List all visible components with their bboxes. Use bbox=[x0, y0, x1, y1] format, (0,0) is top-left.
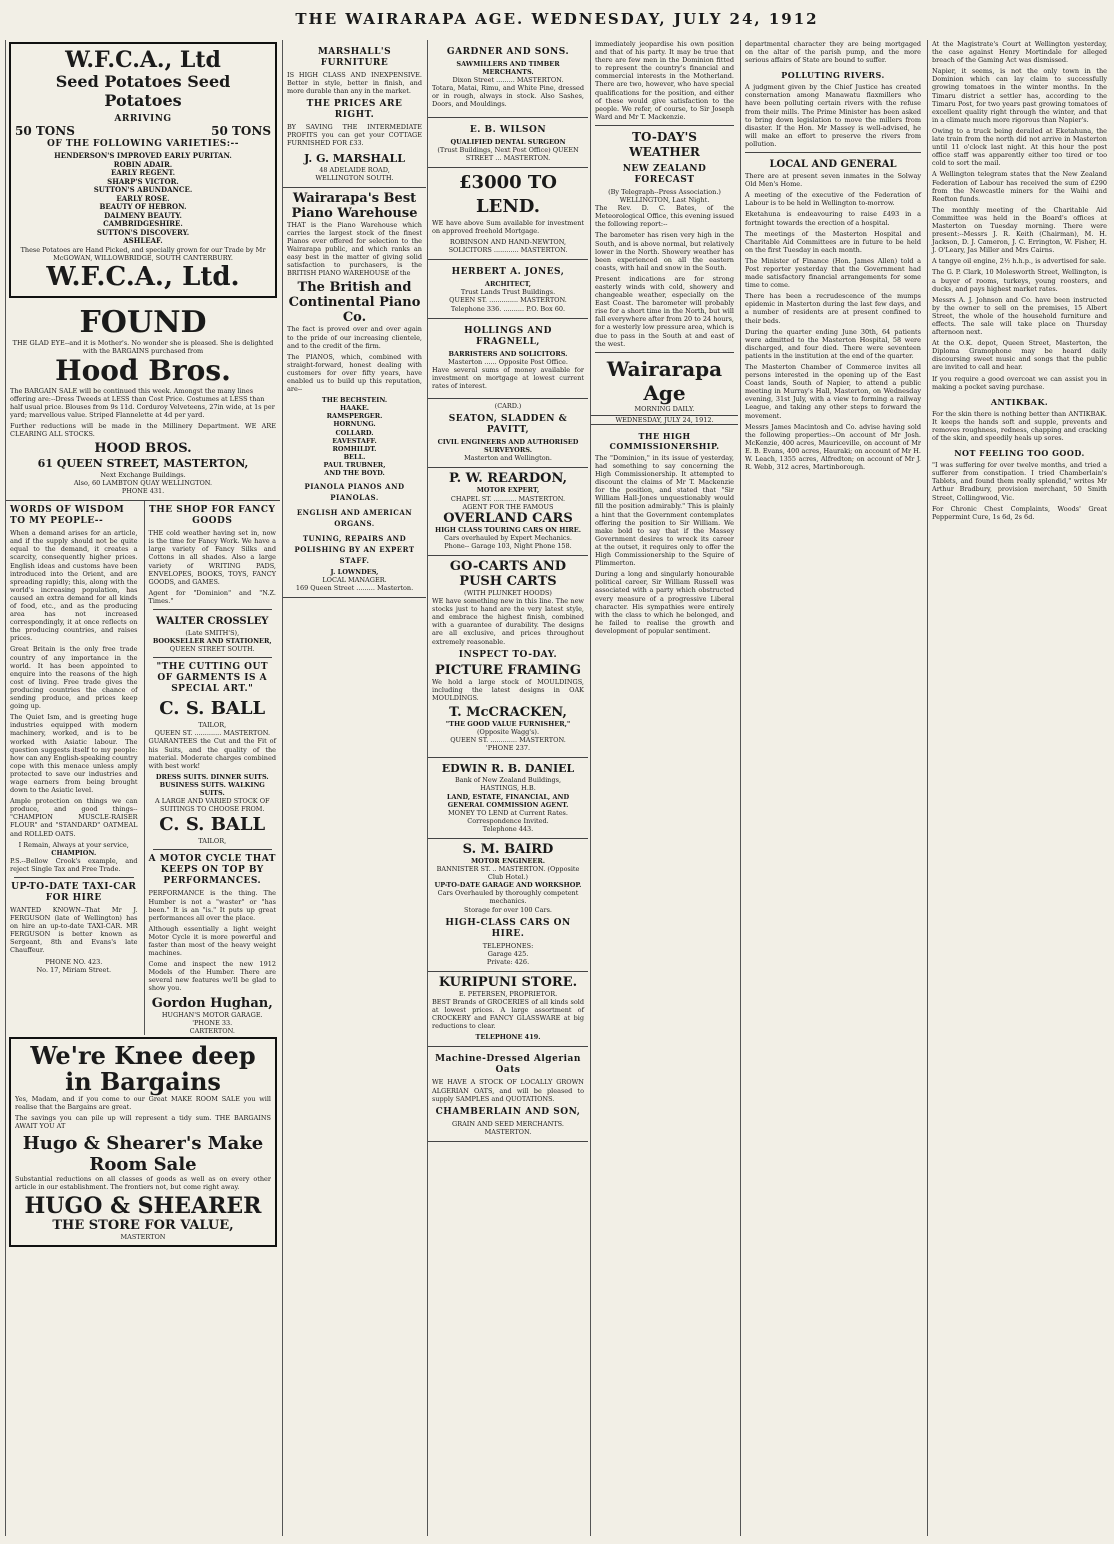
overland-body: Cars overhauled by Expert Mechanics. bbox=[444, 533, 572, 542]
seaton-title: CIVIL ENGINEERS AND AUTHORISED SURVEYORS. bbox=[437, 438, 579, 455]
jones-street: QUEEN ST. .............. MASTERTON. bbox=[449, 296, 567, 305]
piano-make-item: COLLARD. bbox=[335, 428, 374, 437]
seed-heading: Seed Potatoes Seed Potatoes bbox=[55, 72, 231, 110]
gocarts-heading: GO-CARTS AND PUSH CARTS bbox=[449, 559, 567, 589]
words-body-2: Great Britain is the only free trade country of any importance in the world. It has been appointed to enquire into the reasons of the high cost of living. Free trade gives the producing countries the chance of sending produce, and prices keep going up. bbox=[10, 645, 138, 711]
local-heading: LOCAL AND GENERAL bbox=[769, 159, 897, 171]
tons-left: 50 TONS bbox=[15, 124, 75, 138]
column-1 bbox=[5, 40, 280, 1536]
piano-make-item: PAUL TRUBNER, bbox=[323, 460, 386, 469]
motorcycle-body-3: Come and inspect the new 1912 Models of the Humber. There are several new features we'll be glad to show you. bbox=[148, 960, 276, 993]
words-body: When a demand arises for an article, and if the supply should not be quite equal to the demand, it creates a scarcity, consequently higher prices. English ideas and customs have been introduced into the Orient, and are spreading rapidly; this, along with the world's increasing population, has caused an extra demand for all kinds of food, etc., and as the producing area has not increased correspondingly, it at once reflects on the producing countries, and raises prices. bbox=[10, 529, 138, 643]
telephones-label: TELEPHONES: bbox=[482, 941, 534, 950]
knee-heading: We're Knee deep in Bargains bbox=[30, 1040, 256, 1096]
piano-make-item: RAMSPERGER. bbox=[326, 412, 383, 421]
piano-make-item: ROMHILDT. bbox=[332, 444, 377, 453]
c6-body-3: A Wellington telegram states that the New Zealand Federation of Labour has received the sum of £290 from the Newcastle miners for the Waihi and Reefton funds. bbox=[932, 170, 1107, 203]
variety-item: EARLY ROSE. bbox=[116, 193, 170, 203]
wfca-advert bbox=[9, 42, 277, 298]
reardon-address: CHAPEL ST. ........... MASTERTON. bbox=[450, 494, 566, 503]
baird-name: S. M. BAIRD bbox=[462, 841, 554, 857]
paper-date: WEDNESDAY, JULY 24, 1912. bbox=[591, 415, 738, 425]
hughan-phone: 'PHONE 33. bbox=[192, 1018, 233, 1027]
piano-body: THAT is the Piano Warehouse which carries the largest stock of the finest Pianos ever offered for selection to the Wairarapa public, and which ranks an easy best in the matter of giving solid satisfaction to purchasers, is the BRITISH PIANO WAREHOUSE of the bbox=[287, 220, 422, 278]
tel-garage: Garage 425. bbox=[487, 949, 529, 958]
hood-further: Further reductions will be made in the Millinery Department. WE ARE CLEARING ALL STOCKS. bbox=[10, 421, 276, 439]
prices-right: THE PRICES ARE RIGHT. bbox=[306, 99, 403, 121]
knee-body-2: The savings you can pile up will represent a tidy sum. THE BARGAINS AWAIT YOU AT bbox=[15, 1114, 271, 1131]
petersen: E. PETERSEN, PROPRIETOR. bbox=[458, 989, 558, 998]
column-3 bbox=[427, 40, 588, 1536]
c6-body-8: At the O.K. depot, Queen Street, Masterton, the Diploma Gramophone may be heard daily discoursing sweet music and songs that the public are invited to call and hear. bbox=[932, 339, 1107, 372]
baird-storage: Storage for over 100 Cars. bbox=[464, 905, 552, 914]
motorcycle-body-2: Although essentially a light weight Motor Cycle it is more powerful and faster than most of the heavy weight machines. bbox=[148, 924, 276, 958]
hugo-town: MASTERTON bbox=[120, 1233, 166, 1242]
british-body-2: The PIANOS, which, combined with straight-forward, honest dealing with customers for over fifty years, have enabled us to build up this reputation, are-- bbox=[287, 352, 422, 394]
remain: I Remain, Always at your service, bbox=[18, 840, 129, 849]
words-heading: WORDS OF WISDOM TO MY PEOPLE-- bbox=[10, 505, 125, 527]
hood-phone: PHONE 431. bbox=[121, 487, 165, 496]
lend-heading: £3000 TO LEND. bbox=[459, 171, 557, 217]
kuripuni-heading: KURIPUNI STORE. bbox=[438, 974, 578, 990]
fancy-body: THE cold weather having set in, now is the time for Fancy Work. We have a large variety of Fancy Silks and Cottons in all shades. Also a large variety of WRITING PADS, ENVELOPES, BOOKS, TOYS, FANCY GOODS, and GAMES. bbox=[148, 529, 276, 586]
hc-body-2: During a long and singularly honourable political career, Sir William Russell was associated with a party which obstructed every measure of a progressive Liberal character. His sympathies were entirely with the class to which he belonged, and he failed to realise the growth and development of popular sentiment. bbox=[595, 570, 734, 635]
cars-hire: HIGH-CLASS CARS ON HIRE. bbox=[445, 917, 571, 939]
british-body: The fact is proved over and over again to the pride of our increasing clientele, and to the credit of the firm. bbox=[287, 325, 422, 350]
wair-best: Wairarapa's Best bbox=[292, 190, 417, 206]
hugo-name: HUGO & SHEARER bbox=[24, 1193, 262, 1220]
variety-item: CAMBRIDGESHIRE. bbox=[103, 219, 183, 229]
variety-item: DALMENY BEAUTY. bbox=[104, 210, 182, 220]
jones-advert bbox=[428, 260, 588, 318]
arriving-label: ARRIVING bbox=[114, 114, 172, 124]
column-5 bbox=[740, 40, 925, 1536]
baird-title: MOTOR ENGINEER. bbox=[470, 856, 546, 865]
baird-garage: UP-TO-DATE GARAGE AND WORKSHOP. bbox=[434, 881, 582, 890]
reardon-advert bbox=[428, 468, 588, 556]
piano-advert bbox=[283, 188, 426, 599]
hc-heading: THE HIGH COMMISSIONERSHIP. bbox=[609, 430, 720, 451]
lend-advert bbox=[428, 168, 588, 260]
champion-ps: P.S.--Bellow Crook's example, and reject Single Tax and Free Trade. bbox=[10, 856, 138, 873]
reardon-title: MOTOR EXPERT, bbox=[476, 486, 540, 495]
knee-body: Yes, Madam, and if you come to our Great MAKE ROOM SALE you will realise that the Bargains are great. bbox=[15, 1094, 271, 1111]
seaton-town: Masterton and Wellington. bbox=[464, 454, 552, 463]
local-body-6: There has been a recrudescence of the mumps epidemic in Masterton during the last few days, and a number of residents are at present confined to their beds. bbox=[745, 292, 921, 325]
crossley-late: (Late SMITH'S), bbox=[185, 629, 240, 637]
hugo-advert bbox=[9, 1037, 277, 1248]
framing-heading: PICTURE FRAMING bbox=[434, 662, 582, 678]
crossley-name: WALTER CROSSLEY bbox=[156, 616, 269, 627]
words-of-wisdom bbox=[10, 501, 138, 1035]
ball-suits: DRESS SUITS. DINNER SUITS. BUSINESS SUITS. WALKING SUITS. bbox=[155, 772, 269, 798]
variety-item: SHARP'S VICTOR. bbox=[107, 176, 179, 186]
hollings-title: BARRISTERS AND SOLICITORS. bbox=[448, 349, 568, 358]
kuripuni-body: BEST Brands of GROCERIES of all kinds sold at lowest prices. A large assortment of CROCKERY and FANCY GLASSWARE at big reductions to clear. bbox=[432, 998, 584, 1031]
wilson-title: QUALIFIED DENTAL SURGEON bbox=[450, 137, 566, 146]
jones-phone: Telephone 336. .......... P.O. Box 60. bbox=[450, 304, 566, 313]
ball-address: QUEEN ST. ............. MASTERTON. bbox=[154, 729, 271, 738]
piano-make-item: BELL. bbox=[343, 452, 366, 461]
daniel-telephone: Telephone 443. bbox=[482, 824, 534, 833]
local-body: There are at present seven inmates in the Solway Old Men's Home. bbox=[745, 172, 921, 189]
hood-address: 61 QUEEN STREET, MASTERTON, bbox=[37, 457, 249, 471]
hood-advert bbox=[6, 304, 280, 502]
gardner-heading: GARDNER AND SONS. bbox=[446, 47, 570, 57]
grown-note: These Potatoes are Hand Picked, and specially grown for our Trade by Mr McGOWAN, WILLOWBRIDGE, SOUTH CANTERBURY. bbox=[20, 245, 266, 262]
hood-next: Next Exchange Buildings. bbox=[100, 471, 186, 480]
gocarts-body: WE have something new in this line. The new stocks just to hand are the very latest style, and embrace the highest finish, combined with a guarantee of durability. The designs are all exclusive, and prices throughout extremely reasonable. bbox=[432, 597, 584, 646]
taxi-heading: UP-TO-DATE TAXI-CAR FOR HIRE bbox=[11, 882, 137, 903]
hugo-tagline: THE STORE FOR VALUE, bbox=[52, 1218, 234, 1234]
chamberlain-title: GRAIN AND SEED MERCHANTS. bbox=[452, 1119, 564, 1128]
hughan-name: Gordon Hughan, bbox=[151, 995, 273, 1011]
paper-title: Wairarapa Age bbox=[606, 356, 723, 405]
wfca-title: W.F.C.A., Ltd bbox=[65, 47, 221, 73]
antikbak-body: For the skin there is nothing better than ANTIKBAK. It keeps the hands soft and supple, prevents and removes roughness, redness, chapping and cracking of the skin, and speedily heals up sores. bbox=[932, 409, 1107, 443]
seaton-name: SEATON, SLADDEN & PAVITT, bbox=[448, 414, 568, 436]
oats-heading: Machine-Dressed Algerian Oats bbox=[435, 1054, 581, 1076]
notfeeling-body: "I was suffering for over twelve months, and tried a sufferer from constipation. I tried Chamberlain's Tablets, and found them really splendid," writes Mr Arthur Bradbury, provision merchant, 50 Smith Street, Collingwood, Vic. bbox=[932, 461, 1107, 502]
marshall-body-2: BY SAVING THE INTERMEDIATE PROFITS you can get your COTTAGE FURNISHED FOR £33. bbox=[287, 123, 422, 148]
piano-warehouse: Piano Warehouse bbox=[291, 205, 418, 221]
ball-tailor-2: TAILOR, bbox=[198, 837, 227, 846]
hollings-body: Have several sums of money available for investment on mortgage at lowest current rates of interest. bbox=[432, 365, 584, 390]
seaton-advert bbox=[428, 399, 588, 468]
british-heading: The British and Continental Piano Co. bbox=[288, 280, 421, 326]
forecast-body-3: Present indications are for strong easterly winds with cold, showery and changeable weather, especially on the East Coast. The barometer will probably rise for a short time in the North, but will fall everywhere after from 20 to 24 hours, for a westerly low pressure area, which is due to pass in the South at and east of the west. bbox=[595, 274, 734, 348]
overland-phone: Phone-- Garage 103, Night Phone 158. bbox=[444, 541, 572, 550]
daniel-name: EDWIN R. B. DANIEL bbox=[441, 762, 575, 776]
varieties-heading: OF THE FOLLOWING VARIETIES:-- bbox=[46, 139, 240, 150]
c6-body-4: The monthly meeting of the Charitable Aid Committee was held in the Board's offices at Masterton on Tuesday morning. There were present:--Messrs J. R. Keith (Chairman), M. H. Jackson, D. J. Cameron, J. C. Errington, W. Fisher, H. J. O'Leary, Jas Miller and Mrs Cairns. bbox=[932, 205, 1107, 255]
ball-name-2: C. S. BALL bbox=[159, 814, 266, 836]
c6-body-5: A tangye oil engine, 2½ h.h.p., is advertised for sale. bbox=[932, 257, 1107, 266]
local-body-4: The meetings of the Masterton Hospital and Charitable Aid Committees are in future to be held on the first Tuesday in each month. bbox=[745, 229, 921, 254]
chamberlain-town: MASTERTON. bbox=[484, 1127, 532, 1136]
c6-lead-text: At the Magistrate's Court at Wellington yesterday, the case against Henry Mortindale for alleged breach of the Gaming Act was dismissed. bbox=[932, 40, 1107, 65]
overland-hire: HIGH CLASS TOURING CARS ON HIRE. bbox=[434, 525, 582, 534]
c6-final: For Chronic Chest Complaints, Woods' Great Peppermint Cure, 1s 6d, 2s 6d. bbox=[932, 504, 1107, 521]
hughan-garage: HUGHAN'S MOTOR GARAGE. bbox=[161, 1010, 263, 1019]
c2-inset bbox=[144, 501, 277, 1035]
crossley-address: QUEEN STREET SOUTH. bbox=[169, 645, 255, 654]
tuning: TUNING, REPAIRS AND POLISHING BY AN EXPERT STAFF. bbox=[294, 534, 415, 566]
lend-body: WE have above Sum available for investment on approved freehold Mortgage. bbox=[432, 218, 584, 235]
column-2 bbox=[282, 40, 426, 1536]
daniel-sub: Bank of New Zealand Buildings, bbox=[454, 776, 562, 785]
daniel-town: HASTINGS, H.B. bbox=[480, 784, 536, 793]
marshall-heading: MARSHALL'S FURNITURE bbox=[317, 47, 392, 68]
hood-name: HOOD BROS. bbox=[94, 441, 192, 457]
marshall-town: WELLINGTON SOUTH. bbox=[315, 173, 394, 182]
hollings-advert bbox=[428, 319, 588, 399]
hood-also: Also, 60 LAMBTON QUAY WELLINGTON. bbox=[73, 479, 213, 488]
local-body-3: Eketahuna is endeavouring to raise £493 in a fortnight towards the erection of a hospital. bbox=[745, 210, 921, 227]
taxi-address: No. 17, Miriam Street. bbox=[36, 965, 112, 974]
marshall-address: 48 ADELAIDE ROAD, bbox=[319, 165, 390, 174]
chamberlain-name: CHAMBERLAIN AND SON, bbox=[435, 1106, 581, 1117]
hc-body: The "Dominion," in its issue of yesterday, had something to say concerning the High Commissionership. It attempted to discount the claims of Mr T. Mackenzie for the position, and stated that "Sir William Hall-Jones unquestionably would fill the position admirably." This is plainly a hint that the Government contemplates offering the position to Sir William. We make bold to say that if the Massey Government desires to wreck its career at the outset, it requires only to offer the High Commissionership to the Squire of Plimmerton. bbox=[595, 453, 734, 568]
taxi-phone: PHONE NO. 423. bbox=[45, 957, 103, 966]
manager-name: J. LOWNDES, bbox=[330, 568, 379, 577]
motorcycle-heading: A MOTOR CYCLE THAT KEEPS ON TOP BY PERFORMANCES. bbox=[148, 854, 276, 887]
champion-signature: CHAMPION. bbox=[51, 848, 97, 857]
mccracken-address: QUEEN ST. ............. MASTERTON. bbox=[450, 736, 566, 745]
piano-make-item: EAVESTAFF. bbox=[332, 436, 377, 445]
mccracken-tag: "THE GOOD VALUE FURNISHER," bbox=[445, 719, 571, 728]
oats-body: WE HAVE A STOCK OF LOCALLY GROWN ALGERIAN OATS, and will be pleased to supply SAMPLES and QUOTATIONS. bbox=[432, 1078, 584, 1103]
local-body-7: During the quarter ending June 30th, 64 patients were admitted to the Masterton Hospital, 58 were discharged, and four died. There were seventeen patients in the institution at the end of the quarter. bbox=[745, 327, 921, 360]
oats-advert bbox=[428, 1047, 588, 1141]
mccracken-phone: 'PHONE 237. bbox=[485, 744, 531, 753]
framing-body: We hold a large stock of MOULDINGS, including the latest designs in OAK MOULDINGS. bbox=[432, 677, 584, 702]
jones-name: HERBERT A. JONES, bbox=[451, 267, 565, 278]
hughan-town: CARTERTON. bbox=[189, 1026, 235, 1035]
forecast-heading: NEW ZEALAND FORECAST bbox=[622, 163, 707, 185]
ball-name: C. S. BALL bbox=[159, 698, 266, 720]
local-body-8: The Masterton Chamber of Commerce invites all persons interested in the opening up of the East Coast lands, South of Napier, to attend a public meeting in Murray's Hall, Masterton, on Wednesday evening, 31st July, with a view to forming a railway League, and taking any other steps to forward the movement. bbox=[745, 363, 921, 420]
c6-body-7: Messrs A. J. Johnson and Co. have been instructed by the owner to sell on the premises, 15 Albert Street, the whole of the household furniture and effects. The sale will take place on Thursday afternoon next. bbox=[932, 295, 1107, 337]
reardon-agent: AGENT FOR THE FAMOUS bbox=[462, 502, 554, 511]
baird-body: Cars Overhauled by thoroughly competent mechanics. bbox=[437, 889, 579, 906]
overland-heading: OVERLAND CARS bbox=[443, 510, 573, 526]
hood-logo: Hood Bros. bbox=[55, 353, 231, 387]
variety-item: HENDERSON'S IMPROVED EARLY PURITAN. bbox=[54, 151, 232, 161]
wilson-name: E. B. WILSON bbox=[469, 124, 547, 135]
fancy-heading: THE SHOP FOR FANCY GOODS bbox=[149, 505, 276, 527]
hugo-sale: Hugo & Shearer's Make Room Sale bbox=[22, 1133, 264, 1176]
motorcycle-body: PERFORMANCE is the thing. The Humber is not a "waster" or "has been." It is an "is." It puts up great performances all over the place. bbox=[148, 889, 276, 922]
jones-title: ARCHITECT, bbox=[484, 280, 532, 289]
fancy-agent: Agent for "Dominion" and "N.Z. Times." bbox=[148, 588, 276, 605]
variety-item: SUTTON'S ABUNDANCE. bbox=[93, 185, 193, 195]
baird-address: BANNISTER ST. .. MASTERTON. (Opposite Club Hotel.) bbox=[436, 865, 580, 882]
daniel-advert bbox=[428, 758, 588, 839]
tel-private: Private: 426. bbox=[486, 957, 530, 966]
polluting-heading: POLLUTING RIVERS. bbox=[781, 70, 885, 81]
hood-body: The BARGAIN SALE will be continued this week. Amongst the many lines offering are:--Dress Tweeds at LESS than Cost Price. Costumes at LESS than half usual price. Blouses from 9s 11d. Corduroy Velveteens, 27in wide, at 1s per yard; marvellous value. Striped Flannelette at 4d per yard. bbox=[10, 386, 275, 419]
piano-make-item: HAAKE. bbox=[339, 404, 370, 413]
gardner-sub: SAWMILLERS AND TIMBER MERCHANTS. bbox=[456, 60, 560, 77]
piano-make-item: THE BECHSTEIN. bbox=[321, 396, 388, 405]
marshall-body: IS HIGH CLASS AND INEXPENSIVE. Better in style, better in finish, and more durable than any in the market. bbox=[287, 71, 422, 96]
antikbak-heading: ANTIKBAK. bbox=[990, 396, 1049, 407]
local-body-9: Messrs James Macintosh and Co. advise having sold the following properties:--On account of Mr Josh. McKenzie, 400 acres, Mauriceville, on account of Mr E. B. Evans, 400 acres, Hauraki; on account of Mr H. W. Leach, 1355 acres, Alfredton; on account of Mr J. R. Webb, 312 acres, Martinborough. bbox=[745, 422, 921, 472]
pianola: PIANOLA PIANOS AND PIANOLAS. bbox=[304, 482, 405, 503]
crossley-trade: BOOKSELLER AND STATIONER, bbox=[152, 637, 272, 646]
c6-body-1: Napier, it seems, is not the only town in the Dominion which can lay claim to successfully growing tomatoes in the winter months. In the Timaru district a settler has, according to the Timaru Post, for two years past growing tomatoes of excellent quality right through the winter, and that in a climate much more rigorous than Napier's. bbox=[932, 67, 1107, 124]
c4-lead-text: immediately jeopardise his own position and that of his party. It may be true that there are few men in the Dominion fitted to represent the country's financial and commercial interests in the Motherland. There are two, however, who have special qualifications for the position, and either of these would give satisfaction to the people. We refer, of course, to Sir Joseph Ward and Mr T. Mackenzie. bbox=[595, 40, 734, 121]
kuripuni-telephone: TELEPHONE 419. bbox=[475, 1033, 541, 1042]
daniel-correspondence: Correspondence Invited. bbox=[467, 816, 549, 825]
ball-varied: A LARGE AND VARIED STOCK OF SUITINGS TO CHOOSE FROM. bbox=[154, 797, 270, 814]
varieties-list bbox=[15, 152, 271, 246]
notfeeling-heading: NOT FEELING TOO GOOD. bbox=[954, 448, 1085, 459]
mccracken-opposite: (Opposite Wagg's). bbox=[476, 728, 540, 737]
ball-body: GUARANTEES the Cut and the Fit of his Suits, and the quality of the material. Moderate charges combined with best work! bbox=[148, 737, 276, 770]
ball-tailor: TAILOR, bbox=[198, 721, 227, 730]
piano-make-item: HORNUNG. bbox=[333, 420, 376, 429]
wfca-footer: W.F.C.A., Ltd. bbox=[46, 261, 240, 292]
piano-makes-list bbox=[287, 396, 422, 477]
baird-advert bbox=[428, 839, 588, 972]
c6-body-9: If you require a good overcoat we can assist you in making a pocket saving purchase. bbox=[932, 374, 1107, 391]
c5-lead-text: departmental character they are being mortgaged on the altar of the parish pump, and the more serious affairs of State are bound to suffer. bbox=[745, 40, 921, 65]
card-label: (CARD.) bbox=[494, 402, 522, 411]
hollings-address: Masterton ...... Opposite Post Office. bbox=[448, 357, 568, 366]
mccracken-name: T. McCRACKEN, bbox=[449, 704, 567, 720]
variety-item: EARLY REGENT. bbox=[110, 168, 176, 178]
inspect-label: INSPECT TO-DAY. bbox=[458, 649, 558, 660]
manager-address: 169 Queen Street ......... Masterton. bbox=[295, 584, 414, 593]
tons-right: 50 TONS bbox=[211, 124, 271, 138]
local-body-5: The Minister of Finance (Hon. James Allen) told a Post reporter yesterday that the Government had made satisfactory financial arrangements for some time to come. bbox=[745, 256, 921, 290]
taxi-body: WANTED KNOWN--That Mr J. FERGUSON (late of Wellington) has on hire an up-to-date TAXI-CAR. MR FERGUSON is better known as Sergeant, 8th and Evans's late Chauffeur. bbox=[10, 906, 138, 955]
local-body-2: A meeting of the executive of the Federation of Labour is to be held in Wellington to-morrow. bbox=[745, 191, 921, 208]
marshall-advert bbox=[283, 40, 426, 188]
wilson-advert bbox=[428, 118, 588, 168]
forecast-by: (By Telegraph--Press Association.) bbox=[608, 187, 721, 196]
organs: ENGLISH AND AMERICAN ORGANS. bbox=[296, 508, 413, 529]
daniel-money: MONEY TO LEND at Current Rates. bbox=[448, 808, 568, 817]
hollings-name: HOLLINGS AND FRAGNELL, bbox=[464, 325, 552, 347]
jones-address: Trust Lands Trust Buildings. bbox=[460, 288, 556, 297]
reardon-name: P. W. REARDON, bbox=[448, 471, 568, 487]
piano-make-item: AND THE BOYD. bbox=[324, 469, 385, 477]
words-body-3: The Quiet Ism, and is greeting huge industries equipped with modern machinery, worked, and is to be worked with Asiatic labour. The question suggests itself to my people: how can any English-speaking country cope with this menace unless amply protected to save our industries and wage earners from being brought down to the Asiatic level. bbox=[10, 713, 138, 795]
marshall-name: J. G. MARSHALL bbox=[304, 151, 405, 165]
lend-firm: ROBINSON AND HAND-NEWTON, SOLICITORS ............ MASTERTON. bbox=[448, 238, 568, 255]
c6-body-6: The G. P. Clark, 10 Molesworth Street, Wellington, is a buyer of rooms, turkeys, young roosters, and ducks, and pays highest market rates. bbox=[932, 268, 1107, 293]
gardner-body: Totara, Matai, Rimu, and White Pine, dressed or in rough, always in stock. Also Sashes, Doors, and Mouldings. bbox=[432, 84, 584, 109]
forecast-date: WELLINGTON, Last Night. bbox=[619, 196, 710, 205]
wilson-address: (Trust Buildings, Next Post Office) QUEEN STREET ... MASTERTON. bbox=[437, 145, 579, 162]
gardner-advert bbox=[428, 40, 588, 118]
cutting-heading: "THE CUTTING OUT OF GARMENTS IS A SPECIAL ART." bbox=[156, 662, 269, 695]
champion-advert: Ample protection on things we can produce, and good things--"CHAMPION MUSCLE-RAISER FLOUR" and "STANDARD" OATMEAL and ROLLED OATS. bbox=[10, 797, 138, 838]
weather-heading: TO-DAY'S WEATHER bbox=[629, 129, 700, 159]
variety-item: ROBIN ADAIR. bbox=[113, 159, 173, 169]
page-title: THE WAIRARAPA AGE. WEDNESDAY, JULY 24, 1912 bbox=[295, 10, 819, 28]
masthead bbox=[0, 0, 1114, 40]
column-4 bbox=[590, 40, 738, 1536]
gocarts-sub: (WITH PLUNKET HOODS) bbox=[464, 589, 552, 597]
gardner-address: Dixon Street ......... MASTERTON. bbox=[452, 76, 564, 85]
variety-item: SUTTON'S DISCOVERY. bbox=[96, 227, 190, 237]
daniel-title: LAND, ESTATE, FINANCIAL, AND GENERAL COMMISSION AGENT. bbox=[446, 792, 570, 809]
found-sub: THE GLAD EYE--and it is Mother's. No wonder she is pleased. She is delighted with the BARGAINS purchased from bbox=[12, 338, 274, 355]
column-6 bbox=[927, 40, 1111, 1536]
polluting-body: A judgment given by the Chief Justice has created consternation among Manawatu flaxmillers who have been polluting certain rivers with the refuse from their mills. The Prime Minister has been asked to bring down legislation to move the millers from disaster. If the Hon. Mr Massey is well-advised, he will make an effort to preserve the rivers from pollution. bbox=[745, 83, 921, 148]
hugo-body: Substantial reductions on all classes of goods as well as on every other article in our establishment. The frontiers not, but come right away. bbox=[15, 1175, 271, 1192]
manager-title: LOCAL MANAGER. bbox=[322, 576, 387, 585]
variety-item: BEAUTY OF HEBRON. bbox=[99, 202, 187, 212]
found-heading: FOUND bbox=[79, 304, 207, 340]
variety-item: ASHLEAF. bbox=[123, 236, 163, 246]
forecast-body-2: The barometer has risen very high in the South, and is above normal, but relatively lower in the North. Showery weather has been experienced on all the eastern coasts, with hail and snow in the South. bbox=[595, 231, 734, 272]
forecast-body: The Rev. D. C. Bates, of the Meteorological Office, this evening issued the following report:-- bbox=[595, 204, 734, 229]
gocarts-advert bbox=[428, 556, 588, 758]
kuripuni-advert bbox=[428, 972, 588, 1048]
paper-sub: MORNING DAILY. bbox=[634, 404, 695, 413]
c6-body-2: Owing to a truck being derailed at Eketahuna, the late train from the north did not arrive in Masterton until 11 o'clock last night. At this hour the post office staff was apparently either too tired or too cold to sort the mail. bbox=[932, 126, 1107, 168]
